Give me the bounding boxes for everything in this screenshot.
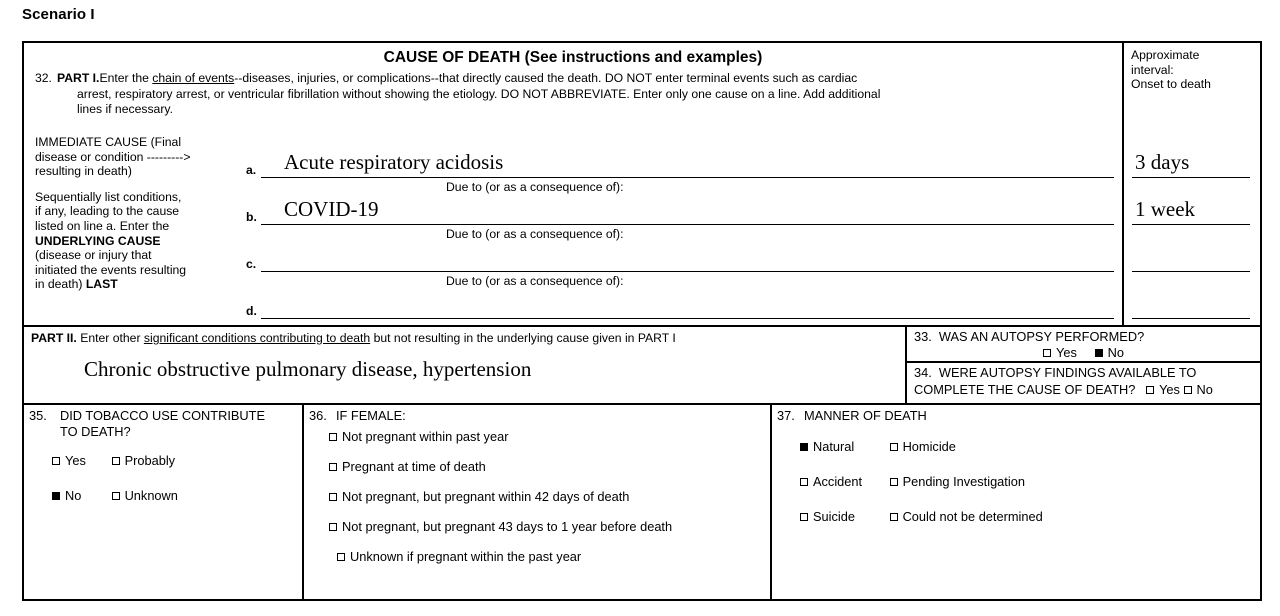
checkbox-icon[interactable] [1146,386,1154,394]
cod-row-d-rule [261,318,1114,319]
q37-option-could-not-be-determined[interactable] [890,509,1043,524]
q37-option-natural-label: Natural [813,439,855,454]
checkbox-icon[interactable] [800,513,808,521]
part-2-significant-conditions-link: significant conditions contributing to death [143,331,371,345]
q36-option-3[interactable] [329,489,766,519]
checkbox-checked-icon[interactable] [52,492,60,500]
q36-option-3-label: Not pregnant, but pregnant within 42 days of death [342,489,630,504]
question-33-number: 33. [914,329,932,344]
part-1-description-column [35,135,240,292]
interval-row-c[interactable] [1132,225,1250,272]
desc-b2-l5: (disease or injury that [35,248,152,263]
part-1-label: PART I. [57,71,100,85]
question-35-title-l2: TO DEATH? [60,424,131,439]
checkbox-icon[interactable] [52,457,60,465]
checkbox-icon[interactable] [890,513,898,521]
interval-row-d[interactable] [1132,272,1250,319]
interval-rule-d [1132,318,1250,319]
part-1-section [24,43,1260,325]
q35-option-probably[interactable] [112,453,176,468]
q37-option-pending-investigation[interactable] [890,474,1025,489]
question-36-options [329,429,766,579]
interval-head-l1: Approximate [1131,48,1200,62]
checkbox-icon[interactable] [890,443,898,451]
page-title: Scenario I [22,6,95,23]
question-37 [772,405,1260,599]
question-33-title: WAS AN AUTOPSY PERFORMED? [938,329,1145,344]
interval-row-b[interactable] [1132,178,1250,225]
question-33-options [907,345,1260,360]
instr-line-2: arrest, respiratory arrest, or ventricular fibrillation without showing the etiology. DO NOT ABBREVIATE. Enter only one cause on a line. Add additional [77,86,881,101]
desc-b2-l2: if any, leading to the cause [35,204,180,219]
cod-row-a-letter: a. [246,163,257,177]
question-37-options [800,439,1043,544]
cause-of-death-form [22,41,1262,601]
q35-option-yes[interactable] [52,453,108,468]
q35-option-probably-label: Probably [124,453,176,468]
due-to-label-2: Due to (or as a consequence of): [446,227,624,241]
part-2-instructions [31,331,676,345]
desc-b2-l7-pre: in death) [35,277,86,292]
question-34-label-line2 [914,382,1213,397]
question-33-label [914,329,1144,344]
q37-option-row-2 [800,474,1043,509]
cause-of-death-lines [246,131,1114,321]
checkbox-icon[interactable] [329,463,337,471]
question-36-title: IF FEMALE: [336,408,406,423]
question-34-number: 34. [914,365,932,380]
interval-value-b[interactable]: 1 week [1135,197,1196,221]
question-35-options [52,453,178,523]
interval-head-l2: interval: [1131,62,1174,77]
q33-option-yes-label: Yes [1055,345,1077,360]
bottom-questions-row [24,403,1260,599]
checkbox-icon[interactable] [890,478,898,486]
question-37-title: MANNER OF DEATH [804,408,927,423]
q37-option-accident-label: Accident [813,474,863,489]
part-2-pre: Enter other [76,331,144,345]
q36-option-5[interactable] [329,549,766,579]
immediate-cause-description [35,135,240,179]
checkbox-icon[interactable] [1043,349,1051,357]
checkbox-icon[interactable] [329,523,337,531]
question-34-label-line1 [914,365,1196,380]
desc-b2-l3: listed on line a. Enter the [35,218,170,233]
desc-underlying-cause-emphasis: UNDERLYING CAUSE [35,233,161,248]
instr-line-3: lines if necessary. [77,102,173,116]
q34-option-no-label: No [1196,382,1213,397]
q36-option-2-label: Pregnant at time of death [342,459,486,474]
question-35-title [60,408,300,440]
q35-option-row-1 [52,453,178,468]
checkbox-icon[interactable] [112,457,120,465]
q36-option-1[interactable] [329,429,766,459]
part-1-item-number: 32. [35,71,52,85]
cod-row-d-letter: d. [246,304,257,318]
interval-head-l3: Onset to death [1131,77,1211,92]
question-35-number: 35. [29,408,47,423]
q37-option-could-not-be-determined-label: Could not be determined [902,509,1043,524]
interval-heading [1131,48,1211,92]
desc-b1-l3: resulting in death) [35,164,132,179]
question-36 [304,405,772,599]
q35-option-yes-label: Yes [65,453,86,468]
due-to-label-1: Due to (or as a consequence of): [446,180,624,194]
desc-b2-l1: Sequentially list conditions, [35,189,182,204]
q36-option-4[interactable] [329,519,766,549]
q35-option-unknown-label: Unknown [124,488,178,503]
approximate-interval-column [1124,43,1260,325]
q36-option-2[interactable] [329,459,766,489]
question-35 [24,405,304,599]
cod-row-a-entry[interactable]: Acute respiratory acidosis [284,150,504,174]
cod-row-b-letter: b. [246,210,257,224]
cod-row-c[interactable] [246,225,1114,272]
checkbox-icon[interactable] [337,553,345,561]
cod-row-d[interactable] [246,272,1114,319]
part-1-instructions [35,71,1115,118]
part-2-main-column [24,327,907,403]
checkbox-checked-icon[interactable] [800,443,808,451]
q35-option-no-label: No [65,488,82,503]
part-2-post: but not resulting in the underlying cause given in PART I [370,331,676,345]
q37-option-homicide[interactable] [890,439,956,454]
autopsy-column [907,327,1260,403]
q37-option-pending-investigation-label: Pending Investigation [902,474,1025,489]
part-2-entry[interactable]: Chronic obstructive pulmonary disease, hypertension [84,357,532,381]
q33-option-no[interactable] [1095,345,1124,360]
q36-option-5-label: Unknown if pregnant within the past year [350,549,582,564]
cod-row-c-letter: c. [246,257,257,271]
checkbox-icon[interactable] [112,492,120,500]
checkbox-icon[interactable] [329,433,337,441]
q33-option-no-label: No [1107,345,1125,360]
checkbox-icon[interactable] [329,493,337,501]
q37-option-suicide[interactable] [800,509,886,524]
question-33 [907,327,1260,363]
q34-option-yes[interactable] [1146,382,1180,397]
desc-b1-l1: IMMEDIATE CAUSE (Final [35,135,182,149]
part-2-section [24,325,1260,403]
q36-option-1-label: Not pregnant within past year [342,429,509,444]
desc-b2-l6: initiated the events resulting [35,262,187,277]
question-37-number: 37. [777,408,795,423]
instr-chain-of-events-link: chain of events [152,71,235,85]
checkbox-checked-icon[interactable] [1095,349,1103,357]
part-1-main-column [24,43,1124,325]
instr-post: --diseases, injuries, or complications--that directly caused the death. DO NOT enter terminal events such as cardiac [234,71,858,85]
cod-row-a[interactable] [246,131,1114,178]
desc-last-emphasis: LAST [85,277,118,292]
checkbox-icon[interactable] [1184,386,1192,394]
q37-option-natural[interactable] [800,439,886,454]
interval-values [1132,131,1250,321]
q37-option-accident[interactable] [800,474,886,489]
instr-pre: Enter the [99,71,153,85]
q35-option-row-2 [52,488,178,503]
question-34-title-l1: WERE AUTOPSY FINDINGS AVAILABLE TO [938,365,1197,380]
q35-option-unknown[interactable] [112,488,178,503]
question-34-title-l2: COMPLETE THE CAUSE OF DEATH? [914,382,1136,397]
q33-option-yes[interactable] [1043,345,1077,360]
cod-row-b-entry[interactable]: COVID-19 [284,197,379,221]
interval-value-a[interactable]: 3 days [1135,150,1190,174]
question-35-title-l1: DID TOBACCO USE CONTRIBUTE [60,408,266,423]
part-2-label: PART II. [31,331,77,345]
q35-option-no[interactable] [52,488,108,503]
q37-option-row-3 [800,509,1043,544]
q37-option-row-1 [800,439,1043,474]
underlying-cause-description [35,190,240,292]
q36-option-4-label: Not pregnant, but pregnant 43 days to 1 year before death [342,519,673,534]
q37-option-homicide-label: Homicide [902,439,956,454]
cod-row-b[interactable] [246,178,1114,225]
desc-b1-l2: disease or condition ---------> [35,149,191,164]
q37-option-suicide-label: Suicide [813,509,855,524]
due-to-label-3: Due to (or as a consequence of): [446,274,624,288]
q34-option-no[interactable] [1184,382,1213,397]
checkbox-icon[interactable] [800,478,808,486]
interval-row-a[interactable] [1132,131,1250,178]
cause-of-death-heading: CAUSE OF DEATH (See instructions and examples) [383,49,763,66]
q34-option-yes-label: Yes [1159,382,1180,397]
question-34 [907,363,1260,403]
question-36-number: 36. [309,408,327,423]
